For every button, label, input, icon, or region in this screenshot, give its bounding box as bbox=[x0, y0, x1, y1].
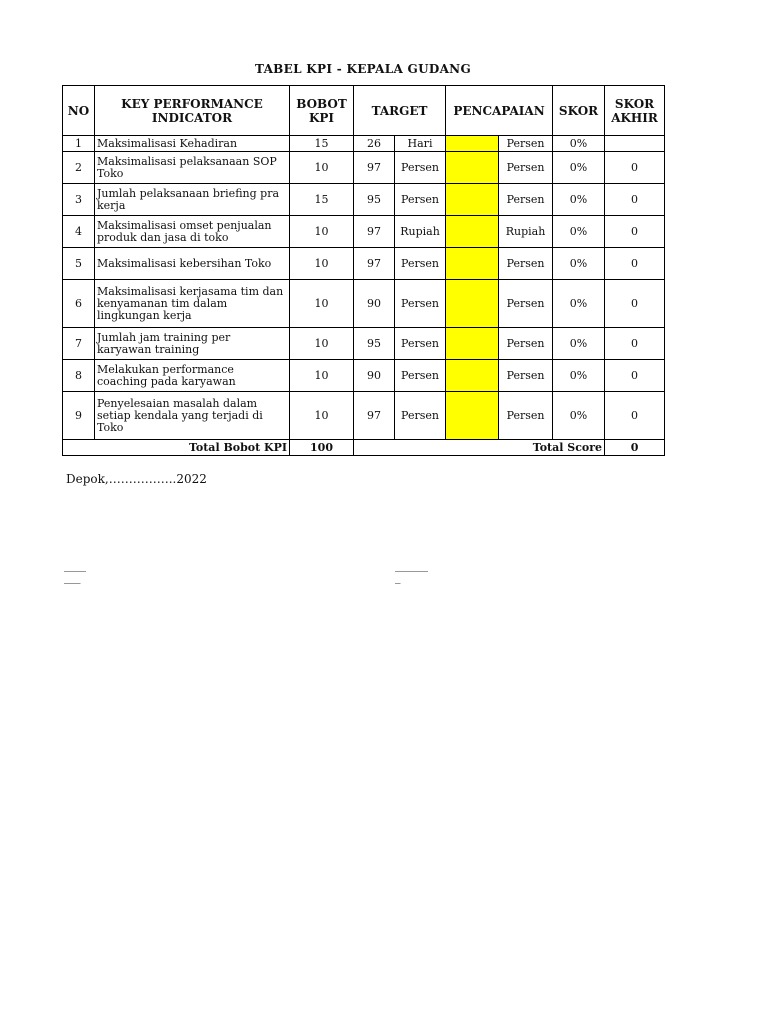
cell-no: 2 bbox=[63, 152, 95, 184]
signature-left-line-2: ___ bbox=[64, 571, 81, 584]
signature-right bbox=[395, 560, 428, 584]
cell-skor-akhir bbox=[605, 136, 665, 152]
table-row bbox=[63, 248, 665, 280]
cell-target: 90 bbox=[354, 280, 395, 328]
table-row bbox=[63, 360, 665, 392]
cell-skor-akhir: 0 bbox=[605, 216, 665, 248]
header-pencapaian: PENCAPAIAN bbox=[446, 86, 553, 136]
cell-indicator: Jumlah jam training per karyawan training bbox=[95, 328, 290, 360]
cell-pencapaian-input[interactable] bbox=[446, 248, 499, 280]
kpi-table bbox=[62, 85, 665, 456]
cell-target: 90 bbox=[354, 360, 395, 392]
cell-bobot: 10 bbox=[290, 280, 354, 328]
cell-no: 6 bbox=[63, 280, 95, 328]
table-row bbox=[63, 184, 665, 216]
cell-bobot: 10 bbox=[290, 216, 354, 248]
cell-target-unit: Persen bbox=[395, 248, 446, 280]
cell-skor-akhir: 0 bbox=[605, 360, 665, 392]
cell-pencapaian-input[interactable] bbox=[446, 392, 499, 440]
cell-skor-akhir: 0 bbox=[605, 328, 665, 360]
cell-pencapaian-input[interactable] bbox=[446, 136, 499, 152]
cell-skor: 0% bbox=[553, 328, 605, 360]
cell-skor: 0% bbox=[553, 280, 605, 328]
cell-target-unit: Persen bbox=[395, 280, 446, 328]
cell-indicator: Jumlah pelaksanaan briefing pra kerja bbox=[95, 184, 290, 216]
cell-bobot: 10 bbox=[290, 152, 354, 184]
cell-pencapaian-input[interactable] bbox=[446, 184, 499, 216]
document-title: TABEL KPI - KEPALA GUDANG bbox=[255, 62, 471, 76]
cell-pencapaian-input[interactable] bbox=[446, 216, 499, 248]
header-no: NO bbox=[63, 86, 95, 136]
cell-pencapaian-unit: Persen bbox=[499, 280, 553, 328]
cell-bobot: 10 bbox=[290, 328, 354, 360]
table-row bbox=[63, 328, 665, 360]
cell-pencapaian-unit: Persen bbox=[499, 328, 553, 360]
cell-indicator: Maksimalisasi omset penjualan produk dan jasa di toko bbox=[95, 216, 290, 248]
cell-pencapaian-unit: Persen bbox=[499, 360, 553, 392]
table-row bbox=[63, 392, 665, 440]
total-score-value: 0 bbox=[605, 440, 665, 456]
cell-indicator: Maksimalisasi kebersihan Toko bbox=[95, 248, 290, 280]
cell-pencapaian-input[interactable] bbox=[446, 360, 499, 392]
cell-skor: 0% bbox=[553, 216, 605, 248]
total-score-label: Total Score bbox=[354, 440, 605, 456]
signature-right-line-1: ______ bbox=[395, 559, 428, 572]
cell-skor: 0% bbox=[553, 360, 605, 392]
cell-no: 9 bbox=[63, 392, 95, 440]
cell-no: 5 bbox=[63, 248, 95, 280]
cell-bobot: 10 bbox=[290, 360, 354, 392]
cell-pencapaian-input[interactable] bbox=[446, 328, 499, 360]
cell-no: 8 bbox=[63, 360, 95, 392]
cell-no: 1 bbox=[63, 136, 95, 152]
header-kpi: KEY PERFORMANCE INDICATOR bbox=[95, 86, 290, 136]
cell-pencapaian-input[interactable] bbox=[446, 280, 499, 328]
cell-indicator: Penyelesaian masalah dalam setiap kendala yang terjadi di Toko bbox=[95, 392, 290, 440]
cell-skor-akhir: 0 bbox=[605, 248, 665, 280]
cell-bobot: 10 bbox=[290, 248, 354, 280]
cell-target: 97 bbox=[354, 216, 395, 248]
signature-left-line-1: ____ bbox=[64, 559, 86, 572]
table-row bbox=[63, 216, 665, 248]
cell-target-unit: Persen bbox=[395, 360, 446, 392]
cell-skor: 0% bbox=[553, 248, 605, 280]
table-row bbox=[63, 280, 665, 328]
cell-skor: 0% bbox=[553, 136, 605, 152]
total-row bbox=[63, 440, 665, 456]
cell-target: 97 bbox=[354, 152, 395, 184]
cell-no: 7 bbox=[63, 328, 95, 360]
place-date: Depok,……………..2022 bbox=[66, 472, 207, 486]
cell-bobot: 15 bbox=[290, 136, 354, 152]
table-row bbox=[63, 136, 665, 152]
signature-left bbox=[64, 560, 86, 584]
cell-skor: 0% bbox=[553, 392, 605, 440]
cell-target: 26 bbox=[354, 136, 395, 152]
cell-pencapaian-unit: Persen bbox=[499, 392, 553, 440]
cell-skor-akhir: 0 bbox=[605, 280, 665, 328]
signature-right-line-2: _ bbox=[395, 571, 401, 584]
cell-bobot: 15 bbox=[290, 184, 354, 216]
cell-skor-akhir: 0 bbox=[605, 152, 665, 184]
cell-pencapaian-unit: Persen bbox=[499, 248, 553, 280]
cell-target-unit: Persen bbox=[395, 152, 446, 184]
table-header-row bbox=[63, 86, 665, 136]
cell-no: 4 bbox=[63, 216, 95, 248]
header-skor: SKOR bbox=[553, 86, 605, 136]
cell-indicator: Maksimalisasi Kehadiran bbox=[95, 136, 290, 152]
cell-target: 95 bbox=[354, 184, 395, 216]
cell-no: 3 bbox=[63, 184, 95, 216]
cell-pencapaian-unit: Rupiah bbox=[499, 216, 553, 248]
table-row bbox=[63, 152, 665, 184]
total-bobot-value: 100 bbox=[290, 440, 354, 456]
header-skor-akhir: SKOR AKHIR bbox=[605, 86, 665, 136]
cell-skor: 0% bbox=[553, 152, 605, 184]
cell-skor-akhir: 0 bbox=[605, 392, 665, 440]
cell-skor: 0% bbox=[553, 184, 605, 216]
cell-skor-akhir: 0 bbox=[605, 184, 665, 216]
cell-pencapaian-unit: Persen bbox=[499, 152, 553, 184]
cell-pencapaian-input[interactable] bbox=[446, 152, 499, 184]
cell-target-unit: Hari bbox=[395, 136, 446, 152]
total-bobot-label: Total Bobot KPI bbox=[63, 440, 290, 456]
cell-indicator: Melakukan performance coaching pada karyawan bbox=[95, 360, 290, 392]
cell-target-unit: Persen bbox=[395, 184, 446, 216]
header-bobot: BOBOT KPI bbox=[290, 86, 354, 136]
cell-target: 97 bbox=[354, 248, 395, 280]
cell-target-unit: Persen bbox=[395, 392, 446, 440]
cell-target: 97 bbox=[354, 392, 395, 440]
cell-target-unit: Persen bbox=[395, 328, 446, 360]
cell-pencapaian-unit: Persen bbox=[499, 184, 553, 216]
cell-indicator: Maksimalisasi kerjasama tim dan kenyamanan tim dalam lingkungan kerja bbox=[95, 280, 290, 328]
header-target: TARGET bbox=[354, 86, 446, 136]
cell-target: 95 bbox=[354, 328, 395, 360]
cell-target-unit: Rupiah bbox=[395, 216, 446, 248]
cell-bobot: 10 bbox=[290, 392, 354, 440]
cell-pencapaian-unit: Persen bbox=[499, 136, 553, 152]
cell-indicator: Maksimalisasi pelaksanaan SOP Toko bbox=[95, 152, 290, 184]
